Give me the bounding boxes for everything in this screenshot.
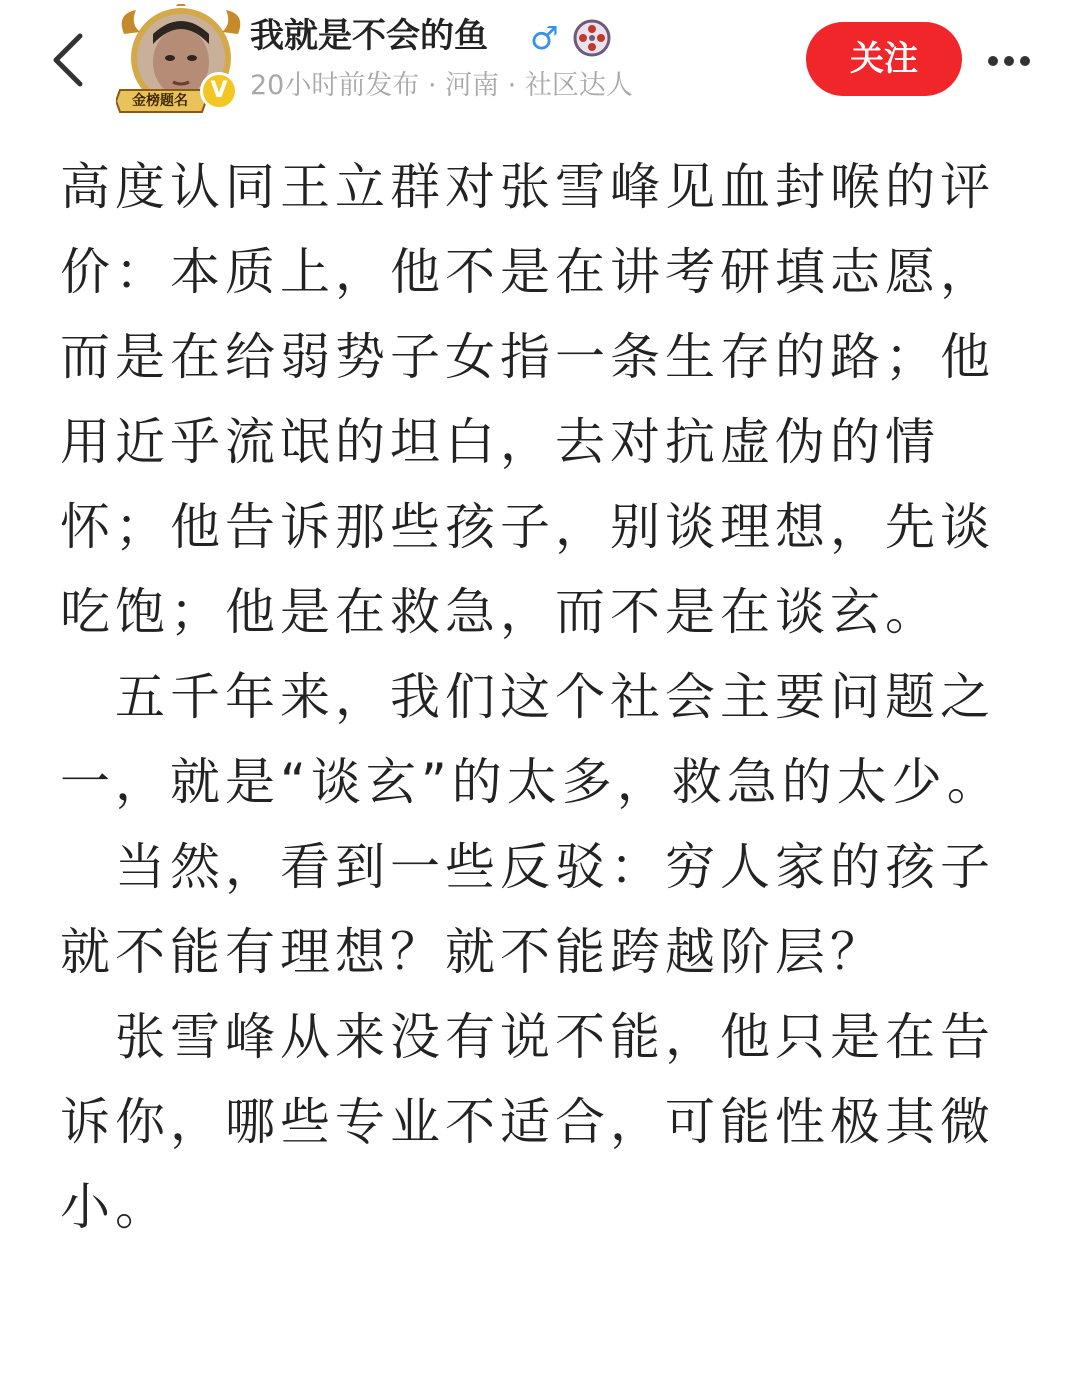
verified-badge-icon: V <box>200 72 238 110</box>
post-header <box>0 0 1080 130</box>
chevron-left-icon <box>44 28 104 92</box>
male-icon: ♂ <box>530 19 559 57</box>
avatar-badge-label: 金榜题名 <box>132 93 188 109</box>
post-paragraph: 张雪峰从来没有说不能，他只是在告诉你，哪些专业不适合，可能性极其微小。 <box>60 1008 995 1236</box>
post-paragraph: 高度认同王立群对张雪峰见血封喉的评价：本质上，他不是在讲考研填志愿，而是在给弱势子女指一条生存的路；他用近乎流氓的坦白，去对抗虚伪的情怀；他告诉那些孩子，别谈理想，先谈吃饱；他是在救急，而不是在谈玄。 <box>60 158 995 641</box>
back-button[interactable] <box>44 28 104 92</box>
follow-button[interactable]: 关注 <box>806 22 962 96</box>
more-dots-icon <box>1004 56 1014 66</box>
film-reel-icon <box>572 18 612 58</box>
post-body <box>60 145 1020 1250</box>
more-options-button[interactable] <box>984 40 1034 80</box>
post-meta: 20小时前发布 · 河南 · 社区达人 <box>250 70 633 101</box>
more-dots-icon <box>1020 56 1030 66</box>
username[interactable]: 我就是不会的鱼 <box>250 16 488 56</box>
post-paragraph: 五千年来，我们这个社会主要问题之一，就是“谈玄”的太多，救急的太少。 <box>60 668 1002 811</box>
more-dots-icon <box>988 56 998 66</box>
post-paragraph: 当然，看到一些反驳：穷人家的孩子就不能有理想？就不能跨越阶层？ <box>60 838 995 981</box>
